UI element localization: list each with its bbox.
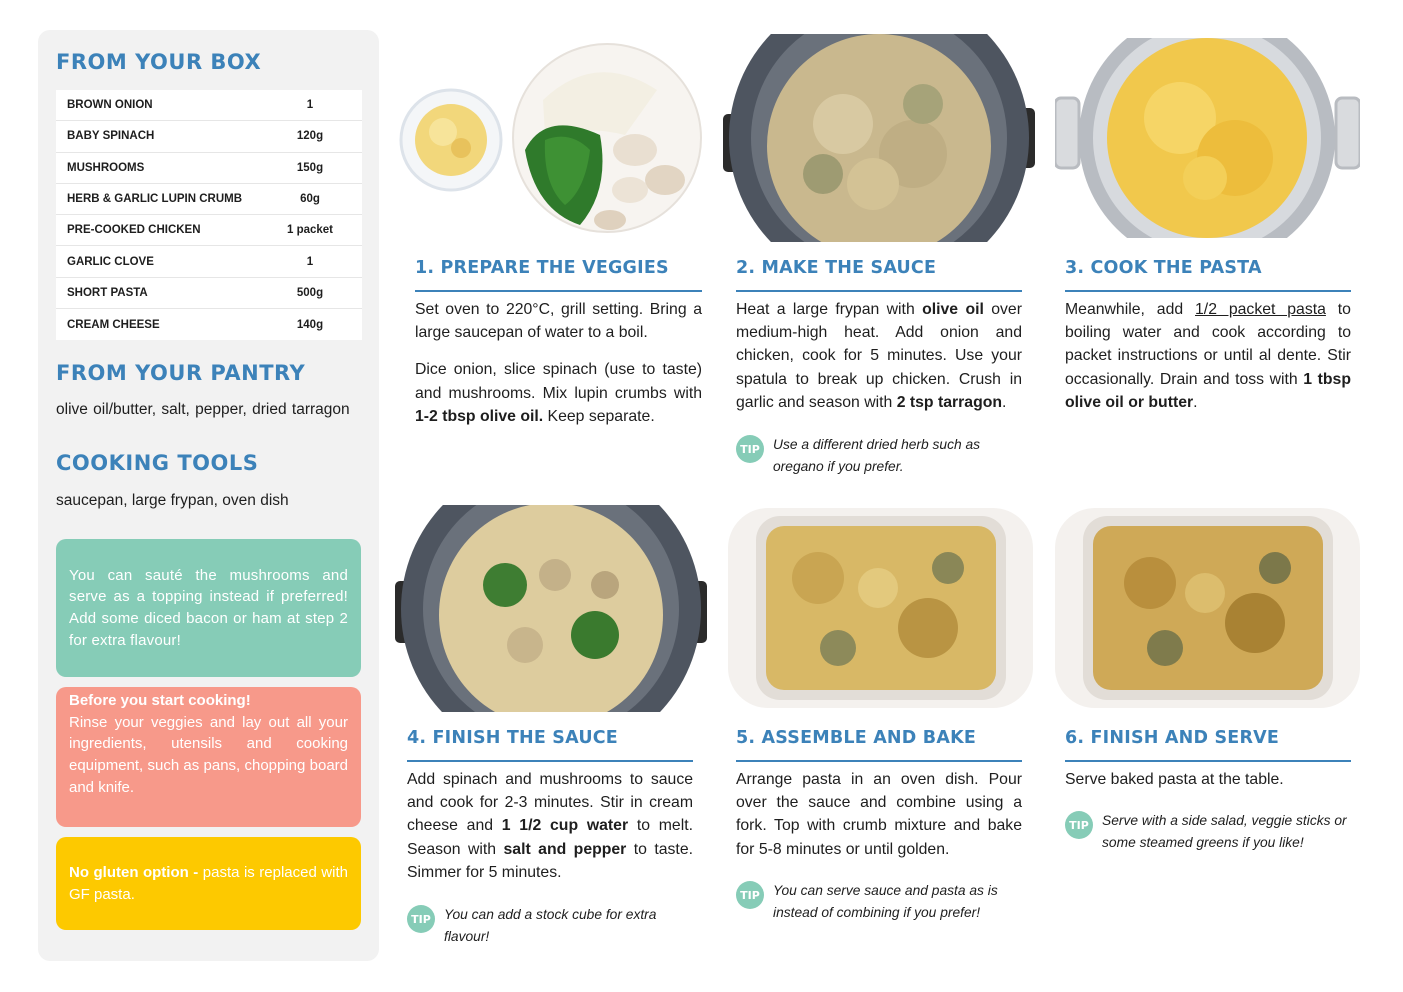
cooking-tools-heading: COOKING TOOLS <box>56 451 259 475</box>
step-2-photo <box>723 34 1035 242</box>
ingredient-qty: 500g <box>296 286 324 299</box>
ingredient-name: HERB & GARLIC LUPIN CRUMB <box>67 193 243 206</box>
tip-note-box <box>56 539 361 677</box>
tip-note-text: You can sauté the mushrooms and serve as a topping instead if preferred! Add some diced bacon or ham at step 2 for extra flavour! <box>69 566 348 649</box>
ingredient-row <box>56 184 362 215</box>
step-4-body <box>407 768 693 884</box>
step-2-body <box>736 298 1022 414</box>
gluten-free-label: No gluten option - <box>69 863 199 881</box>
tip-badge-icon: TIP <box>736 435 764 463</box>
step-4-divider <box>407 760 693 762</box>
ingredient-name: MUSHROOMS <box>67 161 145 174</box>
step-2-tip <box>736 434 1016 478</box>
bold-run: olive oil <box>922 301 984 318</box>
pantry-text: olive oil/butter, salt, pepper, dried tarragon <box>56 401 350 418</box>
step-1-title: 1. PREPARE THE VEGGIES <box>415 258 669 278</box>
text-run: Keep separate. <box>543 407 655 425</box>
tip-badge-icon: TIP <box>407 905 435 933</box>
ingredient-name: GARLIC CLOVE <box>67 255 154 268</box>
text-run: . <box>1002 393 1007 411</box>
ingredient-qty: 140g <box>296 318 324 331</box>
bold-run: 1-2 tbsp olive oil. <box>415 407 544 425</box>
text-run: to melt. Season with <box>407 817 693 858</box>
step-2-tip-text: Use a different dried herb such as oregano if you prefer. <box>773 437 981 474</box>
step-6-body: Serve baked pasta at the table. <box>1065 771 1284 788</box>
ingredient-qty: 1 packet <box>286 224 334 237</box>
bold-run: 1 tbsp olive oil or butter <box>1065 370 1351 411</box>
step-5-divider <box>736 760 1022 762</box>
underlined-run: 1/2 packet pasta <box>1195 301 1326 318</box>
ingredient-row <box>56 121 362 152</box>
ingredient-row <box>56 90 362 121</box>
ingredient-name: BROWN ONION <box>67 99 153 112</box>
text-run: Meanwhile, add <box>1065 301 1196 318</box>
ingredient-qty: 120g <box>296 130 324 143</box>
ingredient-row <box>56 278 362 309</box>
left-panel <box>38 30 379 961</box>
tip-badge-icon: TIP <box>1065 811 1093 839</box>
before-cooking-text: Rinse your veggies and lay out all your ingredients, utensils and cooking equipment, such as pans, chopping board and knife. <box>69 713 348 796</box>
tip-badge-icon: TIP <box>736 881 764 909</box>
ingredient-row <box>56 309 362 340</box>
step-6-divider <box>1065 760 1351 762</box>
step-2-divider <box>736 290 1022 292</box>
ingredient-qty: 150g <box>296 161 324 174</box>
step-5-tip <box>736 880 1016 924</box>
text-run: to boiling water and cook according to packet instructions or until al dente. Stir occasionally. Drain and toss with <box>1065 301 1351 388</box>
text-run: Dice onion, slice spinach (use to taste) and mushrooms. Mix lupin crumbs with <box>415 361 702 402</box>
ingredient-row <box>56 246 362 277</box>
step-5-photo <box>728 508 1033 708</box>
gluten-free-box <box>56 837 361 930</box>
step-6-title: 6. FINISH AND SERVE <box>1065 728 1280 748</box>
ingredient-name: CREAM CHEESE <box>67 318 160 331</box>
ingredients-table <box>56 90 362 340</box>
ingredient-row <box>56 153 362 184</box>
step-6-tip-text: Serve with a side salad, veggie sticks or some steamed greens if you like! <box>1102 813 1347 850</box>
ingredient-name: BABY SPINACH <box>67 130 155 143</box>
from-your-box-heading: FROM YOUR BOX <box>56 50 262 74</box>
tools-text: saucepan, large frypan, oven dish <box>56 492 289 509</box>
bold-run: 1 1/2 cup water <box>501 817 629 835</box>
from-your-pantry-heading: FROM YOUR PANTRY <box>56 361 306 385</box>
ingredient-name: SHORT PASTA <box>67 286 148 299</box>
step-3-photo <box>1055 38 1360 238</box>
step-5-title: 5. ASSEMBLE AND BAKE <box>736 728 976 748</box>
bold-run: salt and pepper <box>503 840 627 858</box>
step-1-divider <box>415 290 702 292</box>
step-4-tip <box>407 904 687 948</box>
ingredient-qty: 60g <box>300 193 320 206</box>
step-4-tip-text: You can add a stock cube for extra flavour! <box>444 907 657 944</box>
ingredient-row <box>56 215 362 246</box>
step-2-title: 2. MAKE THE SAUCE <box>736 258 937 278</box>
step-1-para-1: Set oven to 220°C, grill setting. Bring a large saucepan of water to a boil. <box>415 301 702 342</box>
text-run: Heat a large frypan with <box>736 301 923 318</box>
step-3-divider <box>1065 290 1351 292</box>
step-1-body <box>415 298 702 428</box>
ingredient-name: PRE-COOKED CHICKEN <box>67 224 201 237</box>
text-run: over medium-high heat. Add onion and chicken, cook for 5 minutes. Use your spatula to break up chicken. Crush in garlic and season with <box>736 301 1022 411</box>
gluten-free-text: pasta is replaced with GF pasta. <box>69 863 348 903</box>
bold-run: 2 tsp tarragon <box>896 393 1003 411</box>
text-run: to taste. Simmer for 5 minutes. <box>407 840 693 881</box>
step-4-title: 4. FINISH THE SAUCE <box>407 728 618 748</box>
step-4-photo <box>395 505 707 712</box>
step-5-tip-text: You can serve sauce and pasta as is instead of combining if you prefer! <box>773 883 998 920</box>
before-cooking-title: Before you start cooking! <box>69 692 251 709</box>
step-1-photo <box>395 40 710 235</box>
text-run: Add spinach and mushrooms to sauce and cook for 2-3 minutes. Stir in cream cheese and <box>407 771 693 835</box>
before-cooking-box <box>56 687 361 827</box>
step-6-photo <box>1055 508 1360 708</box>
step-3-body <box>1065 298 1351 414</box>
step-5-body: Arrange pasta in an oven dish. Pour over the sauce and combine using a fork. Top with crumb mixture and bake for 5-8 minutes or until golden. <box>736 771 1022 858</box>
step-6-tip <box>1065 810 1351 854</box>
text-run: . <box>1193 393 1198 411</box>
step-3-title: 3. COOK THE PASTA <box>1065 258 1262 278</box>
ingredient-qty: 1 <box>306 99 314 112</box>
step-1-para-2 <box>415 358 702 428</box>
ingredient-qty: 1 <box>306 255 314 268</box>
